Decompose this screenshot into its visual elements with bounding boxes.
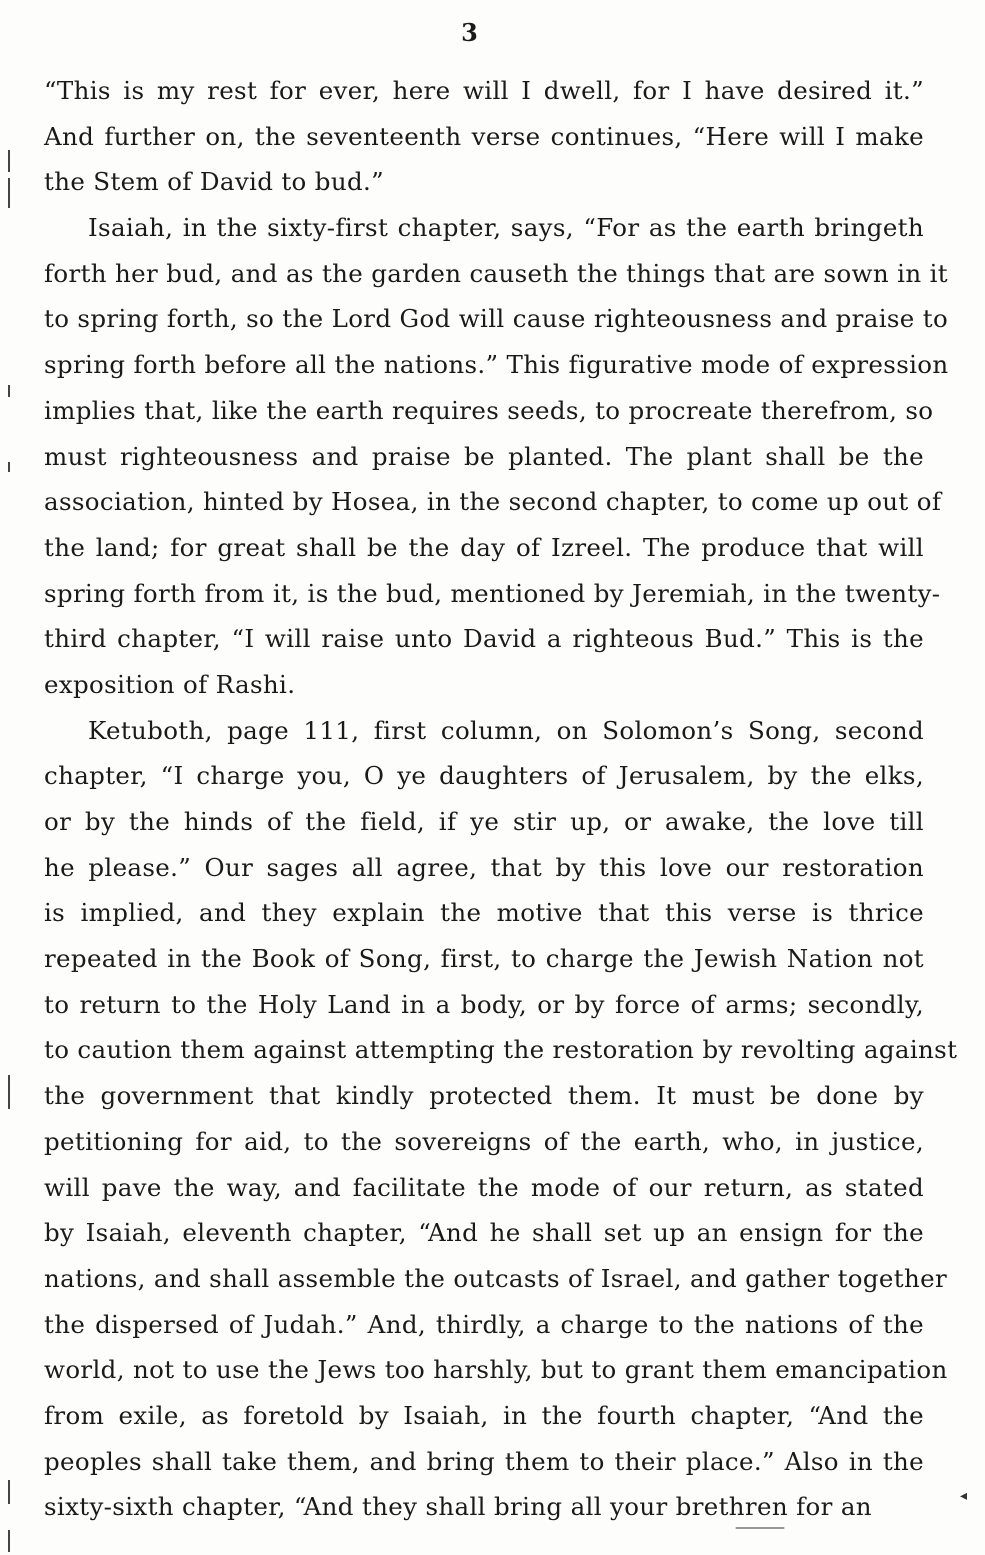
text-line: spring forth before all the nations.” This figurative mode of expression xyxy=(44,350,949,380)
text-line: petitioning for aid, to the sovereigns of the earth, who, in justice, xyxy=(44,1126,924,1156)
scan-mark xyxy=(8,1480,10,1504)
text-line: to spring forth, so the Lord God will cause righteousness and praise to xyxy=(44,304,949,334)
text-line: association, hinted by Hosea, in the second chapter, to come up out of xyxy=(44,487,942,517)
text-line: to return to the Holy Land in a body, or by force of arms; secondly, xyxy=(44,989,924,1019)
text-line: or by the hinds of the field, if ye stir up, or awake, the love till xyxy=(44,807,924,836)
text-line: must righteousness and praise be planted. The plant shall be the xyxy=(44,441,924,471)
text-line: implies that, like the earth requires seeds, to procreate therefrom, so xyxy=(44,395,934,425)
text-line: And further on, the seventeenth verse continues, “Here will I make xyxy=(44,121,924,151)
scan-mark: ◂ xyxy=(960,1488,968,1504)
text-line: nations, and shall assemble the outcasts of Israel, and gather together xyxy=(44,1263,948,1293)
text-line: by Isaiah, eleventh chapter, “And he shall set up an ensign for the xyxy=(44,1218,924,1248)
text-line: to caution them against attempting the restoration by revolting against xyxy=(44,1035,958,1065)
text-line: will pave the way, and facilitate the mode of our return, as stated xyxy=(44,1172,924,1202)
text-line: exposition of Rashi. xyxy=(44,669,296,699)
text-line: the land; for great shall be the day of Izreel. The produce that will xyxy=(44,532,924,562)
scan-mark xyxy=(8,150,10,172)
text-line: the dispersed of Judah.” And, thirdly, a charge to the nations of the xyxy=(44,1309,924,1339)
scan-mark: ———— xyxy=(735,1520,783,1536)
text-line: he please.” Our sages all agree, that by this love our restoration xyxy=(44,852,924,882)
text-line: world, not to use the Jews too harshly, but to grant them emancipation xyxy=(44,1355,948,1385)
text-line: chapter, “I charge you, O ye daughters of Jerusalem, by the elks, xyxy=(44,761,924,791)
scan-mark xyxy=(8,1530,10,1552)
text-line: Isaiah, in the sixty-first chapter, says, “For as the earth bringeth xyxy=(88,213,924,243)
text-line: the government that kindly protected them. It must be done by xyxy=(44,1081,924,1111)
scan-mark xyxy=(8,462,10,472)
text-line: is implied, and they explain the motive that this verse is thrice xyxy=(44,898,924,928)
text-line: peoples shall take them, and bring them to their place.” Also in the xyxy=(44,1446,924,1476)
text-line: forth her bud, and as the garden causeth the things that are sown in it xyxy=(44,258,948,288)
scan-mark xyxy=(8,385,10,397)
text-line: third chapter, “I will raise unto David a righteous Bud.” This is the xyxy=(44,624,924,654)
text-line: spring forth from it, is the bud, mentioned by Jeremiah, in the twenty- xyxy=(44,578,941,608)
scan-mark xyxy=(8,1075,10,1109)
scan-mark xyxy=(8,178,10,208)
text-line: sixty-sixth chapter, “And they shall bring all your brethren for an xyxy=(44,1492,872,1522)
page-number: 3 xyxy=(461,18,479,47)
body-text xyxy=(44,68,958,1530)
text-line: the Stem of David to bud.” xyxy=(44,167,385,197)
text-line: repeated in the Book of Song, first, to charge the Jewish Nation not xyxy=(44,944,924,974)
text-line: Ketuboth, page 111, first column, on Solomon’s Song, second xyxy=(88,715,924,745)
text-line: from exile, as foretold by Isaiah, in the fourth chapter, “And the xyxy=(44,1400,924,1430)
text-line: “This is my rest for ever, here will I dwell, for I have desired it.” xyxy=(44,76,924,105)
